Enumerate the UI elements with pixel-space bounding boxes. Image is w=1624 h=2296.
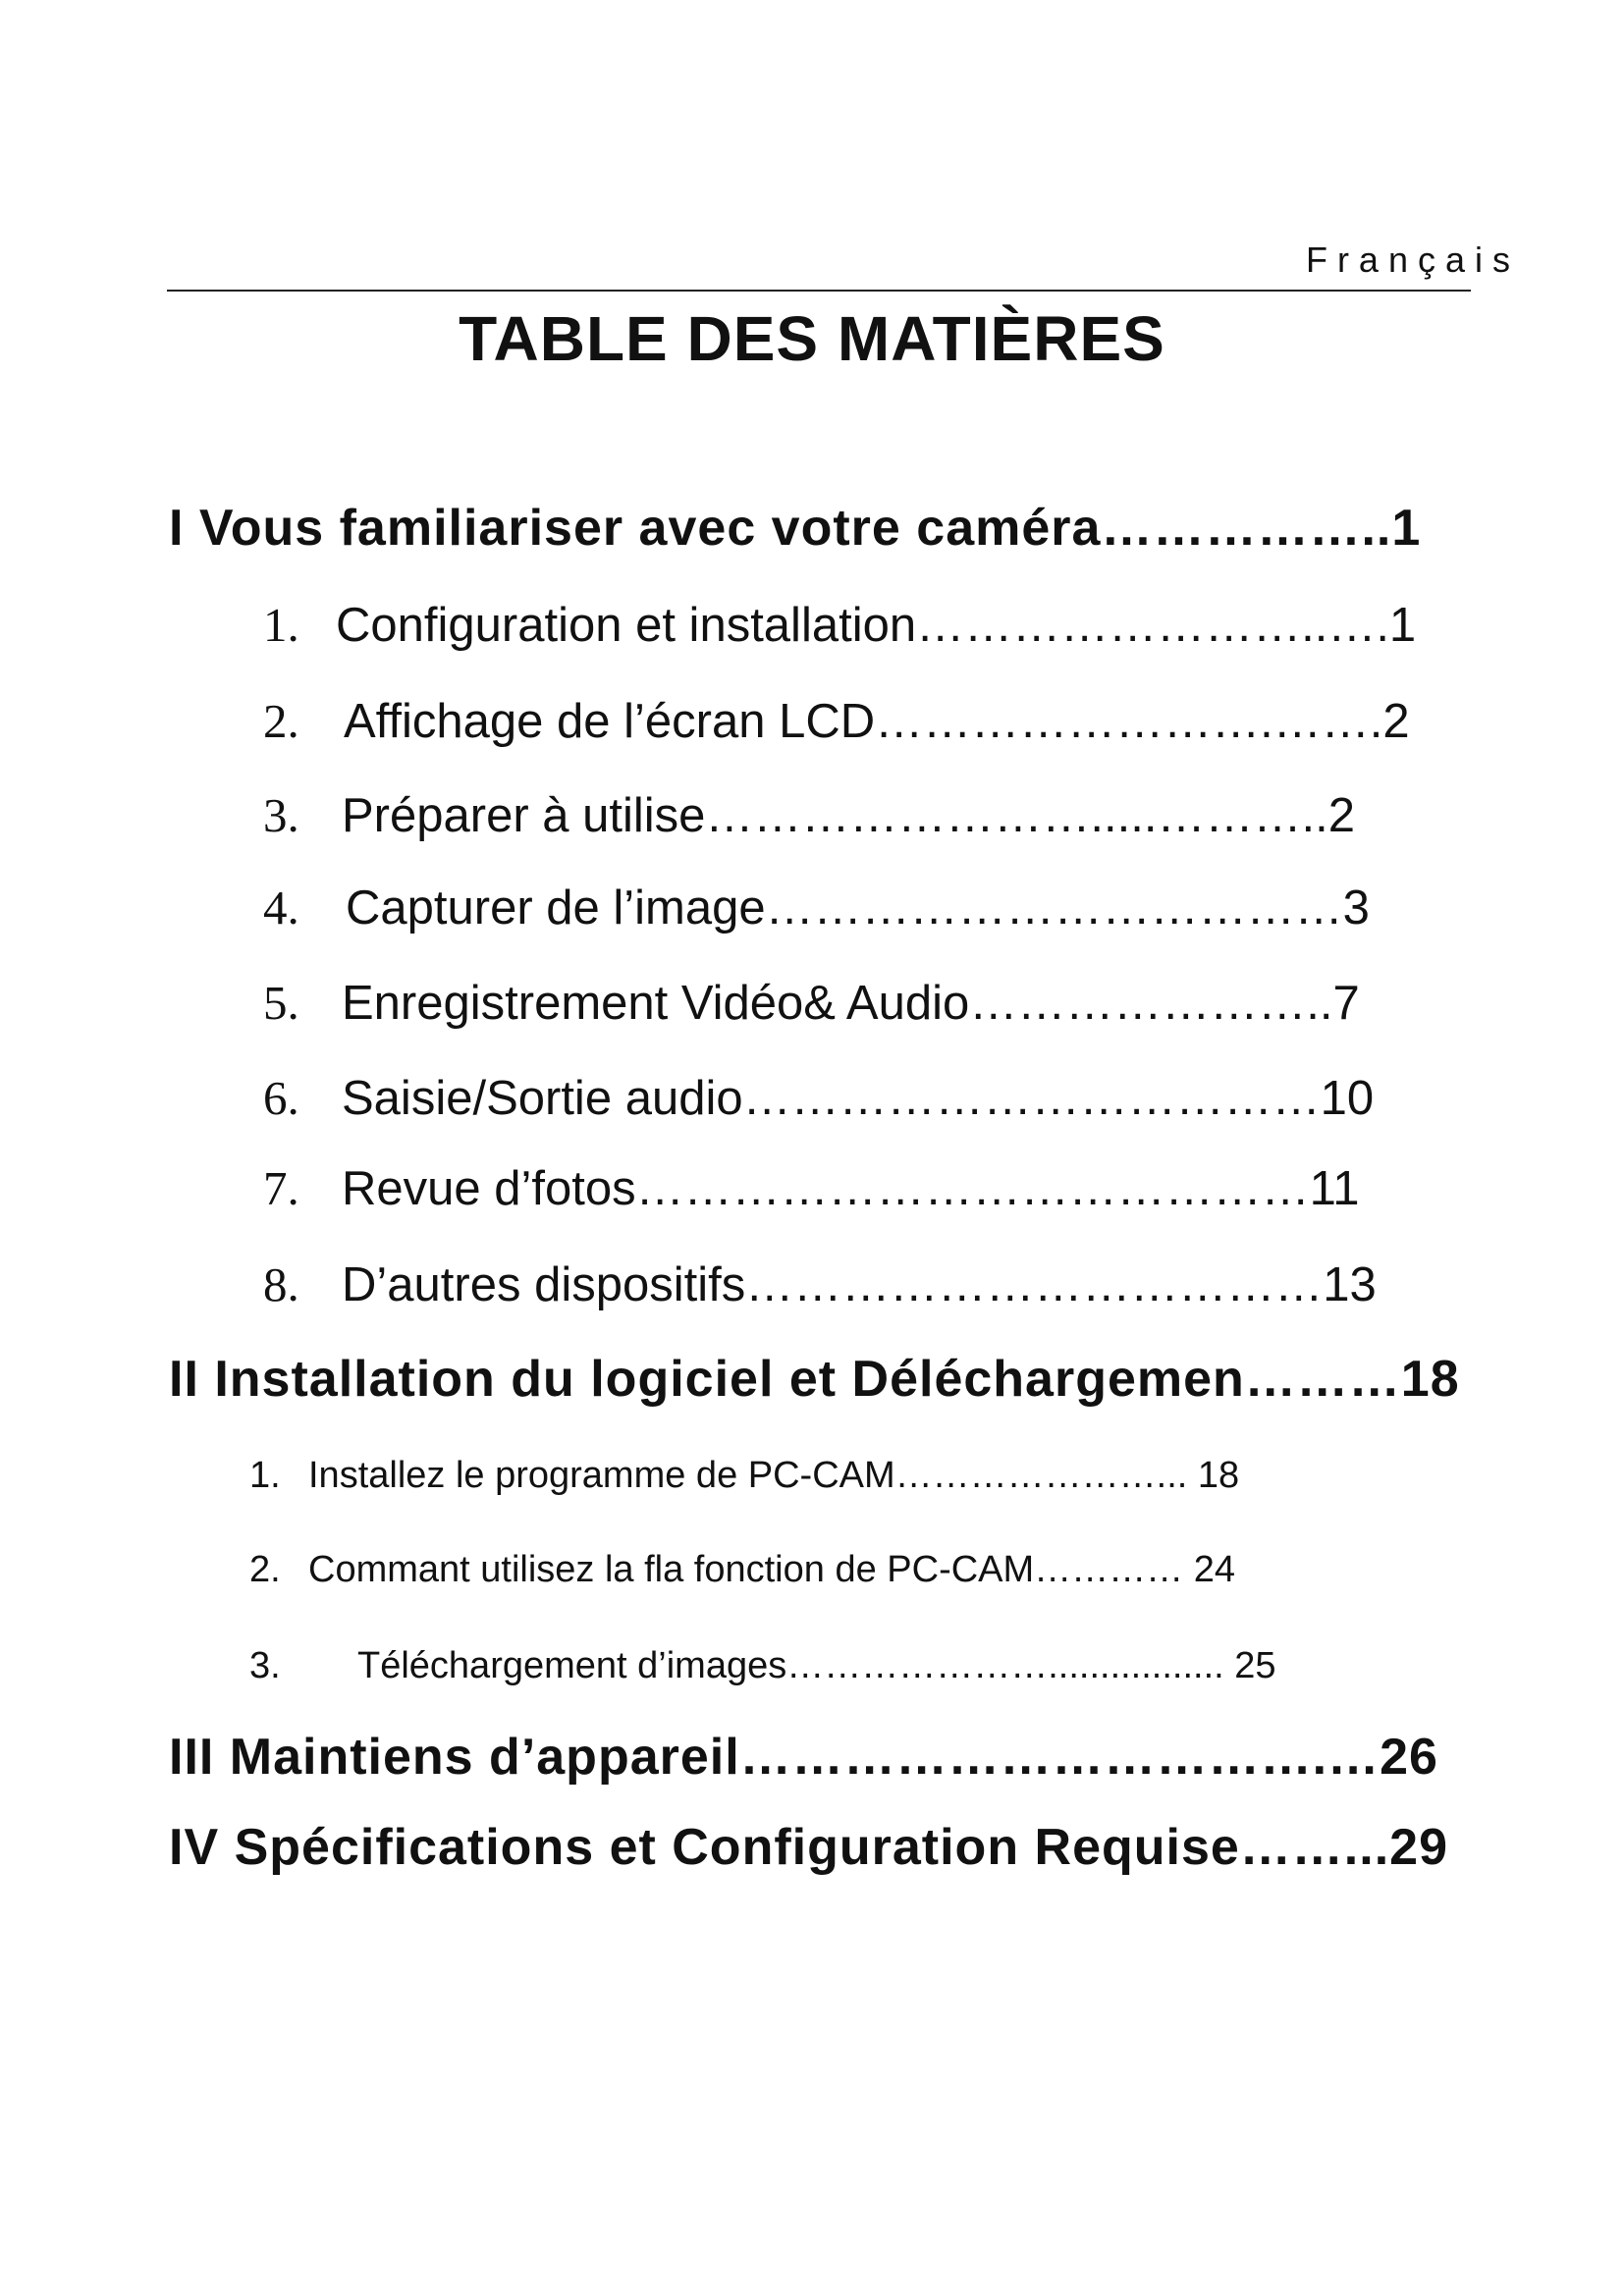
toc-section-1-label: I Vous familiariser avec votre caméra……………..1 [169, 500, 1422, 557]
toc-item-1-7[interactable] [263, 1160, 1360, 1216]
toc-item-1-4[interactable] [263, 880, 1370, 935]
toc-item-text: Téléchargement d’images…………………................. 25 [357, 1645, 1276, 1686]
toc-item-1-2[interactable] [263, 693, 1410, 749]
toc-item-number: 6. [263, 1071, 299, 1125]
toc-item-number: 3. [249, 1645, 281, 1686]
toc-item-number: 7. [263, 1161, 299, 1215]
toc-item-2-3[interactable] [249, 1645, 1276, 1687]
toc-section-4-label: IV Spécifications et Configuration Requise……...29 [169, 1819, 1448, 1876]
toc-item-1-5[interactable] [263, 975, 1360, 1031]
toc-item-number: 2. [249, 1549, 281, 1590]
toc-item-1-6[interactable] [263, 1070, 1374, 1126]
toc-item-text: Saisie/Sortie audio………………………………10 [342, 1072, 1375, 1125]
header-rule [167, 290, 1471, 292]
toc-item-number: 1. [263, 598, 299, 652]
toc-item-2-1[interactable] [249, 1455, 1239, 1497]
toc-item-2-2[interactable] [249, 1549, 1235, 1591]
toc-item-number: 5. [263, 976, 299, 1030]
toc-item-number: 4. [263, 881, 299, 934]
toc-section-2-label: II Installation du logiciel et Déléchargemen………18 [169, 1351, 1460, 1408]
toc-item-1-1[interactable] [263, 597, 1416, 653]
language-label: Français [1305, 240, 1520, 280]
toc-section-1[interactable] [169, 499, 1421, 558]
toc-item-text: Capturer de l’image………………………………3 [346, 881, 1370, 934]
toc-item-text: Affichage de l’écran LCD…………………….…….2 [344, 695, 1410, 748]
toc-item-text: Configuration et installation……………………..….1 [336, 599, 1417, 652]
toc-item-text: Revue d’fotos……………………………………11 [342, 1162, 1360, 1215]
toc-item-number: 1. [249, 1455, 281, 1496]
toc-item-number: 3. [263, 788, 299, 842]
toc-item-number: 2. [263, 694, 299, 748]
toc-item-number: 8. [263, 1257, 299, 1311]
toc-item-text: Commant utilisez la fla fonction de PC-CAM………… 24 [308, 1549, 1235, 1590]
toc-section-3-label: III Maintiens d’appareil…………………………….…26 [169, 1729, 1438, 1786]
toc-item-1-3[interactable] [263, 787, 1355, 843]
toc-item-1-8[interactable] [263, 1256, 1377, 1312]
toc-section-4[interactable] [169, 1818, 1448, 1877]
toc-section-3[interactable] [169, 1728, 1438, 1787]
toc-item-text: Préparer à utilise…………………….....………..2 [342, 789, 1355, 842]
toc-item-text: D’autres dispositifs………………………………13 [342, 1258, 1377, 1311]
toc-section-2[interactable] [169, 1350, 1460, 1409]
page-title: TABLE DES MATIÈRES [459, 303, 1165, 374]
toc-item-text: Enregistrement Vidéo& Audio…………………..7 [342, 977, 1360, 1030]
toc-item-text: Installez le programme de PC-CAM…………………... 18 [308, 1455, 1240, 1496]
